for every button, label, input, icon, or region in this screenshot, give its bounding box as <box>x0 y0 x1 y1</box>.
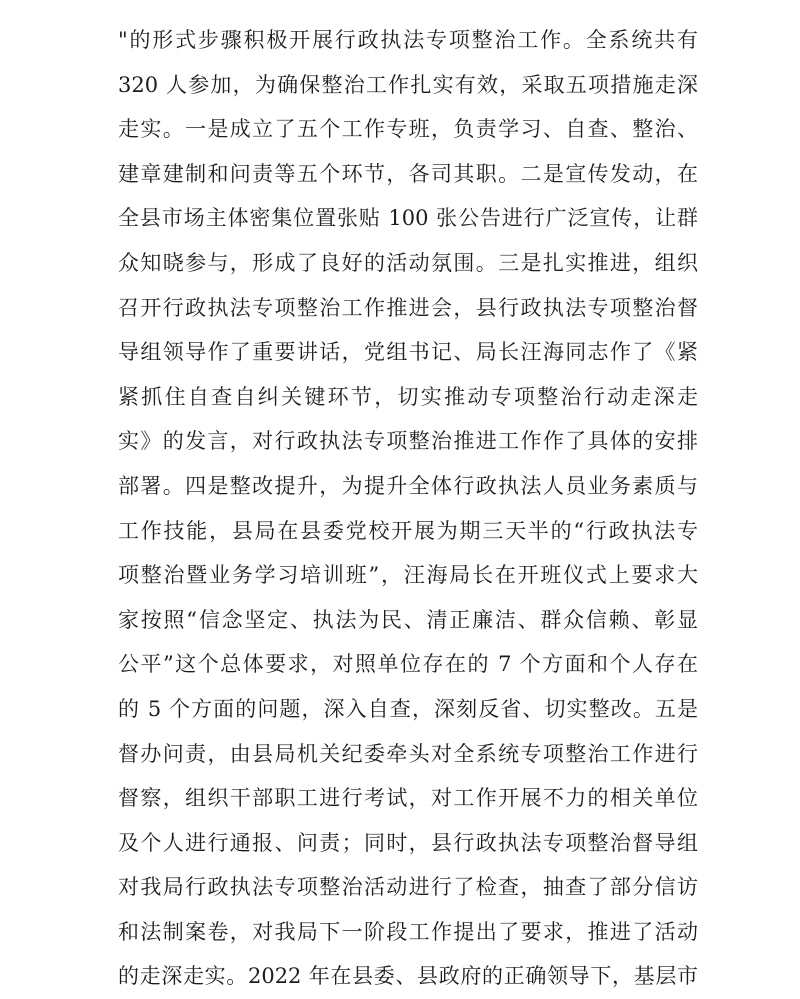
text-line: 的走深走实。2022 年在县委、县政府的正确领导下，基层市 <box>118 964 698 989</box>
text-line: 工作技能，县局在县委党校开展为期三天半的“行政执法专 <box>118 518 698 543</box>
text-line: 紧抓住自查自纠关键环节，切实推动专项整治行动走深走 <box>118 384 698 409</box>
text-line: 的 5 个方面的问题，深入自查，深刻反省、切实整改。五是 <box>118 696 698 721</box>
text-line: 督办问责，由县局机关纪委牵头对全系统专项整治工作进行 <box>118 741 698 766</box>
text-line: 对我局行政执法专项整治活动进行了检查，抽查了部分信访 <box>118 875 698 900</box>
text-line: 建章建制和问责等五个环节，各司其职。二是宣传发动，在 <box>118 161 698 186</box>
text-line: 部署。四是整改提升，为提升全体行政执法人员业务素质与 <box>118 473 698 498</box>
text-line: 320 人参加，为确保整治工作扎实有效，采取五项措施走深 <box>118 72 698 97</box>
body-paragraph <box>118 0 698 999</box>
text-line: 督察，组织干部职工进行考试，对工作开展不力的相关单位 <box>118 786 698 811</box>
text-line: 及个人进行通报、问责；同时，县行政执法专项整治督导组 <box>118 830 698 855</box>
text-line: 项整治暨业务学习培训班”，汪海局长在开班仪式上要求大 <box>118 563 698 588</box>
text-line: 众知晓参与，形成了良好的活动氛围。三是扎实推进，组织 <box>118 250 698 275</box>
text-line: 和法制案卷，对我局下一阶段工作提出了要求，推进了活动 <box>118 919 698 944</box>
text-line: 全县市场主体密集位置张贴 100 张公告进行广泛宣传，让群 <box>118 206 698 231</box>
text-line: 走实。一是成立了五个工作专班，负责学习、自查、整治、 <box>118 117 698 142</box>
text-line: 公平”这个总体要求，对照单位存在的 7 个方面和个人存在 <box>118 652 698 677</box>
text-line: 导组领导作了重要讲话，党组书记、局长汪海同志作了《紧 <box>118 340 698 365</box>
text-line: 家按照“信念坚定、执法为民、清正廉洁、群众信赖、彰显 <box>118 607 698 632</box>
text-line: 实》的发言，对行政执法专项整治推进工作作了具体的安排 <box>118 429 698 454</box>
text-line: 召开行政执法专项整治工作推进会，县行政执法专项整治督 <box>118 295 698 320</box>
text-line: "的形式步骤积极开展行政执法专项整治工作。全系统共有 <box>118 28 698 52</box>
